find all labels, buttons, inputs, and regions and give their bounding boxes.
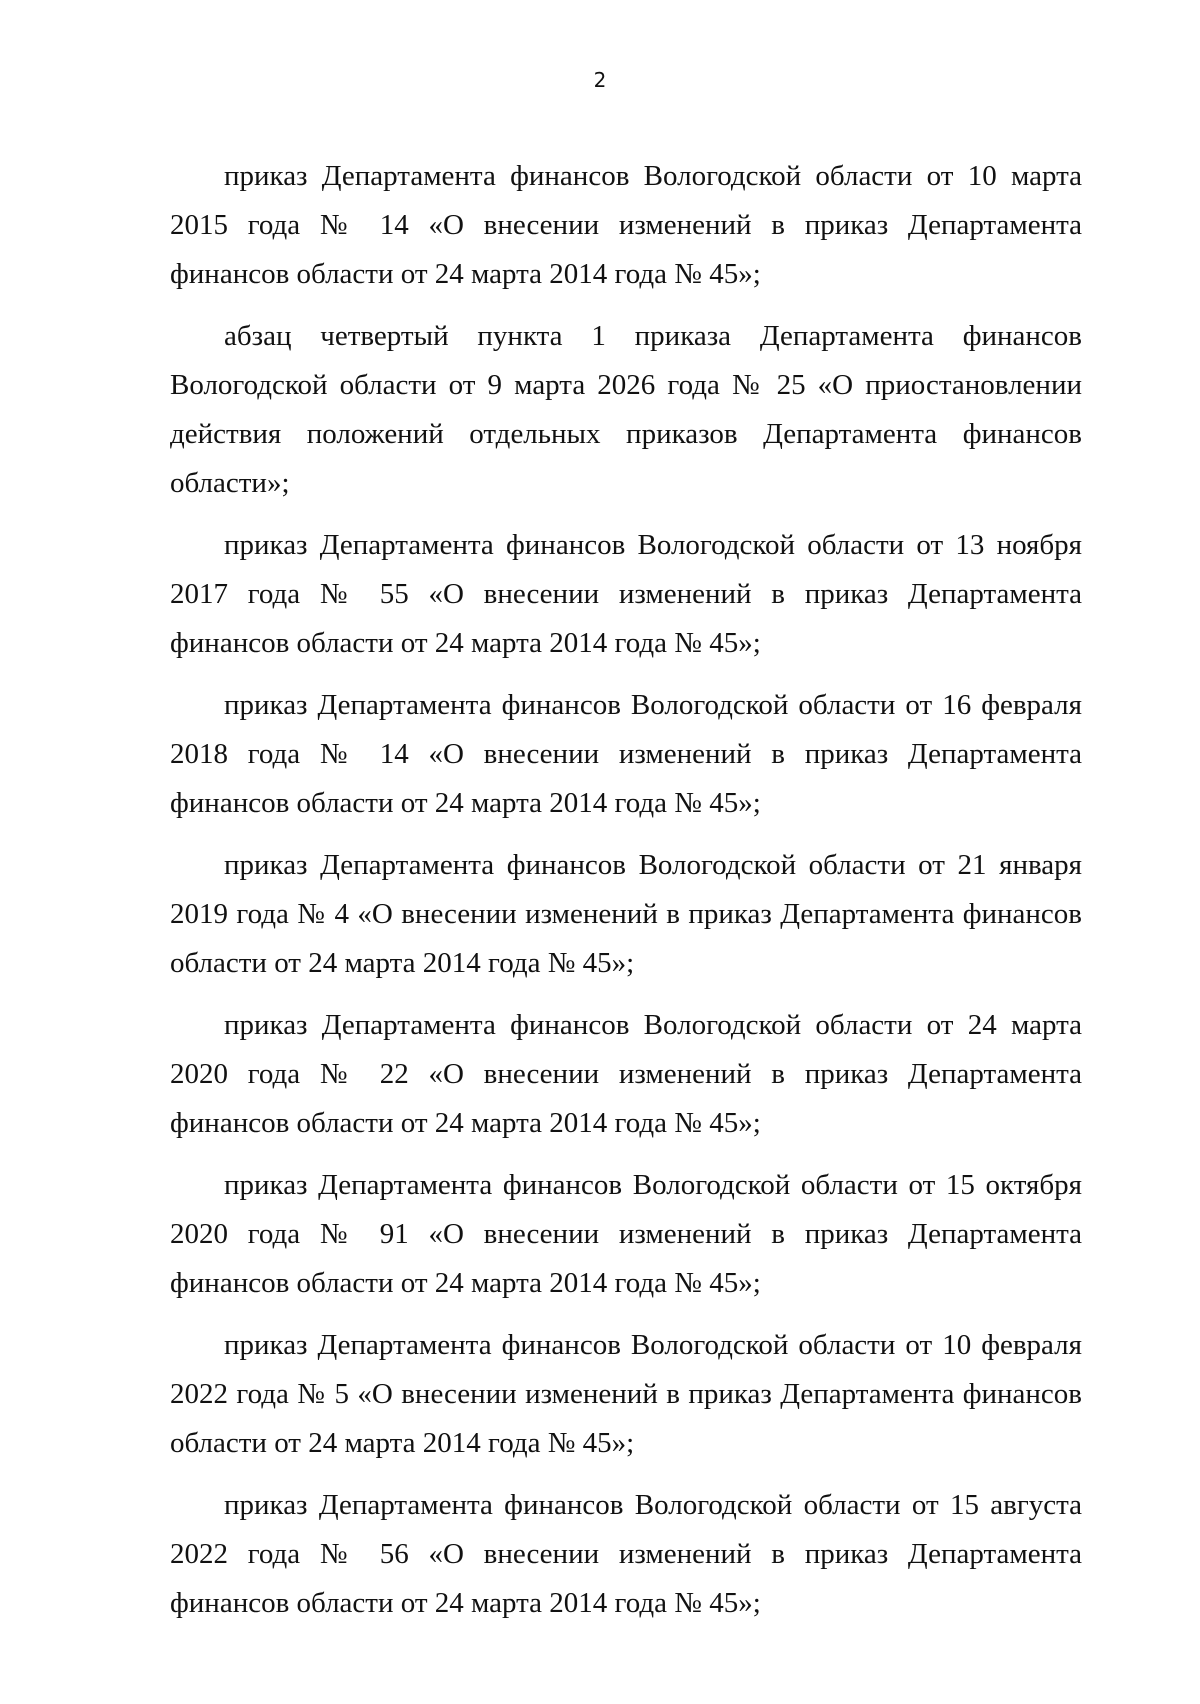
paragraph-order-2022-august: приказ Департамента финансов Вологодской области от 15 августа 2022 года № 56 «О внесении изменений в приказ Департамента финансов области от 24 марта 2014 года № 45»; bbox=[170, 1489, 1082, 1619]
paragraph-order-2018: приказ Департамента финансов Вологодской области от 16 февраля 2018 года № 14 «О внесении изменений в приказ Департамента финансов области от 24 марта 2014 года № 45»; bbox=[170, 689, 1082, 819]
paragraph-order-2015: приказ Департамента финансов Вологодской области от 10 марта 2015 года № 14 «О внесении изменений в приказ Департамента финансов области от 24 марта 2014 года № 45»; bbox=[170, 160, 1082, 290]
page-number: 2 bbox=[593, 68, 607, 92]
paragraph-order-2022-february: приказ Департамента финансов Вологодской области от 10 февраля 2022 года № 5 «О внесении изменений в приказ Департамента финансов области от 24 марта 2014 года № 45»; bbox=[170, 1329, 1082, 1459]
paragraph-order-2019: приказ Департамента финансов Вологодской области от 21 января 2019 года № 4 «О внесении изменений в приказ Департамента финансов области от 24 марта 2014 года № 45»; bbox=[170, 849, 1082, 979]
paragraph-clause-2026: абзац четвертый пункта 1 приказа Департамента финансов Вологодской области от 9 марта 2026 года № 25 «О приостановлении действия положений отдельных приказов Департамента финансов области»; bbox=[170, 320, 1082, 499]
document-body bbox=[170, 152, 1082, 1641]
paragraph-order-2020-october: приказ Департамента финансов Вологодской области от 15 октября 2020 года № 91 «О внесении изменений в приказ Департамента финансов области от 24 марта 2014 года № 45»; bbox=[170, 1169, 1082, 1299]
paragraph-order-2020-march: приказ Департамента финансов Вологодской области от 24 марта 2020 года № 22 «О внесении изменений в приказ Департамента финансов области от 24 марта 2014 года № 45»; bbox=[170, 1009, 1082, 1139]
paragraph-order-2017: приказ Департамента финансов Вологодской области от 13 ноября 2017 года № 55 «О внесении изменений в приказ Департамента финансов области от 24 марта 2014 года № 45»; bbox=[170, 529, 1082, 659]
